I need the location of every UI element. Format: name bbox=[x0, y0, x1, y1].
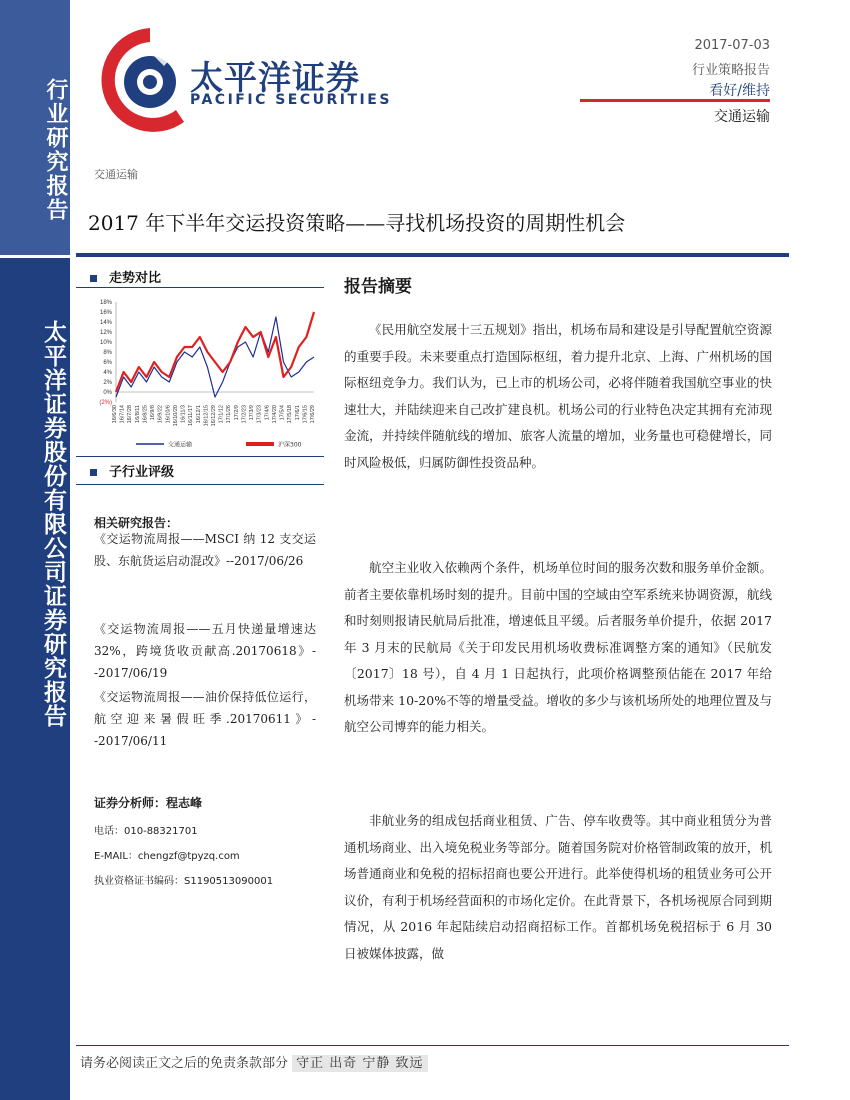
analyst-heading: 证券分析师：程志峰 bbox=[94, 796, 203, 810]
industry-label: 交通运输 bbox=[714, 109, 770, 125]
x-tick-label: 16/12/29 bbox=[211, 405, 217, 427]
bullet-square-icon bbox=[90, 469, 97, 476]
y-tick-label: 12% bbox=[99, 330, 112, 336]
brand-name-en: PACIFIC SECURITIES bbox=[190, 92, 392, 108]
sector-label: 交通运输 bbox=[94, 168, 138, 181]
trend-heading-text: 走势对比 bbox=[109, 271, 162, 286]
series-line-1 bbox=[116, 317, 314, 397]
x-tick-label: 16/8/11 bbox=[134, 405, 141, 423]
x-tick-label: 17/6/1 bbox=[294, 405, 301, 421]
trend-chart bbox=[76, 292, 324, 456]
y-tick-label: 16% bbox=[99, 310, 112, 316]
legend-label: 沪深300 bbox=[278, 441, 302, 449]
sidebar-category-label: 行业研究报告 bbox=[43, 78, 69, 222]
x-tick-label: 16/12/1 bbox=[195, 405, 202, 424]
report-date: 2017-07-03 bbox=[694, 38, 770, 53]
related-report-link[interactable]: 《交运物流周报——五月快递量增速达 32%，跨境货收贡献高.20170618》--2017/06/19 bbox=[94, 622, 316, 680]
report-type: 行业策略报告 bbox=[691, 63, 770, 78]
summary-heading: 报告摘要 bbox=[344, 277, 412, 297]
footer-motto: 守正 出奇 宁静 致远 bbox=[292, 1055, 427, 1072]
trend-rule bbox=[76, 287, 324, 288]
x-tick-label: 16/10/6 bbox=[165, 405, 172, 424]
related-report-link[interactable]: 《交运物流周报——MSCI 纳 12 支交运股、东航货运启动混改》--2017/06/26 bbox=[94, 532, 316, 568]
x-tick-label: 17/1/26 bbox=[226, 405, 233, 424]
x-tick-label: 16/7/28 bbox=[127, 405, 134, 424]
x-tick-label: 16/8/25 bbox=[142, 405, 149, 424]
analyst-email[interactable]: E-MAIL：chengzf@tpyzq.com bbox=[94, 851, 240, 862]
trend-chart-svg bbox=[76, 292, 324, 456]
x-tick-label: 17/2/9 bbox=[233, 405, 240, 421]
report-title: 2017 年下半年交运投资策略——寻找机场投资的周期性机会 bbox=[88, 211, 626, 235]
y-tick-label: 6% bbox=[103, 360, 112, 366]
x-tick-label: 16/9/8 bbox=[150, 405, 157, 421]
trend-heading bbox=[90, 267, 161, 286]
x-tick-label: 16/11/17 bbox=[188, 405, 195, 427]
analyst-license: 执业资格证书编码：S1190513090001 bbox=[94, 876, 274, 887]
title-divider bbox=[76, 253, 789, 257]
x-tick-label: 17/5/4 bbox=[279, 405, 286, 421]
x-tick-label: 17/1/12 bbox=[218, 405, 225, 424]
x-tick-label: 17/3/23 bbox=[256, 405, 263, 424]
y-tick-label: 14% bbox=[99, 320, 112, 326]
x-tick-label: 16/7/14 bbox=[119, 405, 126, 424]
x-tick-label: 16/9/22 bbox=[157, 405, 164, 424]
related-reports-heading: 相关研究报告： bbox=[94, 516, 179, 530]
y-tick-label: 4% bbox=[103, 370, 112, 376]
y-tick-label: 8% bbox=[103, 350, 112, 356]
x-tick-label: 16/6/30 bbox=[112, 405, 118, 424]
x-tick-label: 17/5/18 bbox=[287, 405, 294, 424]
x-tick-label: 17/6/29 bbox=[310, 405, 316, 424]
y-tick-label: 2% bbox=[103, 380, 112, 386]
legend-label: 交通运输 bbox=[168, 441, 193, 449]
footer-disclaimer[interactable]: 请务必阅读正文之后的免责条款部分 bbox=[80, 1056, 289, 1071]
x-tick-label: 16/10/20 bbox=[172, 405, 179, 427]
x-tick-label: 17/2/23 bbox=[241, 405, 248, 424]
sub-rating-heading-text: 子行业评级 bbox=[109, 465, 175, 480]
x-tick-label: 17/6/15 bbox=[302, 405, 309, 424]
x-tick-label: 16/11/3 bbox=[180, 405, 187, 423]
footer-divider bbox=[76, 1045, 789, 1046]
x-tick-label: 16/12/15 bbox=[203, 405, 210, 427]
chart-bottom-rule bbox=[76, 456, 324, 457]
sidebar-company-label: 太平洋证券股份有限公司证券研究报告 bbox=[40, 320, 67, 728]
rating-label: 看好/维持 bbox=[709, 83, 770, 99]
summary-paragraph: 航空主业收入依赖两个条件，机场单位时间的服务次数和服务单价金额。前者主要依靠机场时刻的提升。目前中国的空域由空军系统来协调资源，航线和时刻则报请民航局后批准，增速低且平缓。后者服务单价提升，依据 2017 年 3 月末的民航局《关于印发民用机场收费标准调整方案的通知》（民航发〔2017〕18 号），自 4 月 1 日起执行，此项价格调整预估能在 2017 年给机场带来 10-20%不等的增量受益。增收的多少与该机场所处的地理位置及与航空公司博弈的能力相关。 bbox=[344, 560, 772, 734]
sub-rating-rule bbox=[76, 484, 324, 485]
sub-rating-heading bbox=[90, 461, 174, 480]
left-column bbox=[76, 262, 324, 1042]
y-tick-label: 18% bbox=[99, 300, 112, 306]
x-tick-label: 17/4/6 bbox=[264, 405, 271, 421]
y-tick-label: 10% bbox=[99, 340, 112, 346]
x-tick-label: 17/4/20 bbox=[271, 405, 278, 424]
summary-paragraph: 非航业务的组成包括商业租赁、广告、停车收费等。其中商业租赁分为普通机场商业、出入境免税业务等部分。随着国务院对价格管制政策的放开，机场普通商业和免税的招标招商也要公开进行。此举使得机场的租赁业务可公开议价，有利于机场经营面积的市场化定价。在此背景下，各机场视原合同到期情况，从 2016 年起陆续启动招商招标工作。首都机场免税招标于 6 月 30 日被媒体披露，做 bbox=[344, 813, 772, 961]
x-tick-label: 17/3/9 bbox=[249, 405, 256, 421]
y-tick-label: (2%) bbox=[99, 400, 112, 406]
brand-name-cn: 太平洋证券 bbox=[190, 58, 360, 97]
related-report-link[interactable]: 《交运物流周报——油价保持低位运行，航空迎来暑假旺季.20170611》--2017/06/11 bbox=[94, 690, 316, 748]
y-tick-label: 0% bbox=[103, 390, 112, 396]
rating-divider bbox=[580, 99, 770, 102]
analyst-phone: 电话：010-88321701 bbox=[94, 826, 198, 837]
bullet-square-icon bbox=[90, 275, 97, 282]
footer bbox=[80, 1052, 428, 1071]
summary-paragraph: 《民用航空发展十三五规划》指出，机场布局和建设是引导配置航空资源的重要手段。未来要重点打造国际枢纽，着力提升北京、上海、广州机场的国际枢纽竞争力。我们认为，已上市的机场公司，必将伴随着我国航空事业的快速壮大，并陆续迎来自己改扩建良机。机场公司的行业特色决定其拥有充沛现金流，并持续伴随航线的增加、旅客人流量的增加，业务量也可稳健增长，同时风险极低，归属防御性投资品种。 bbox=[344, 322, 772, 470]
